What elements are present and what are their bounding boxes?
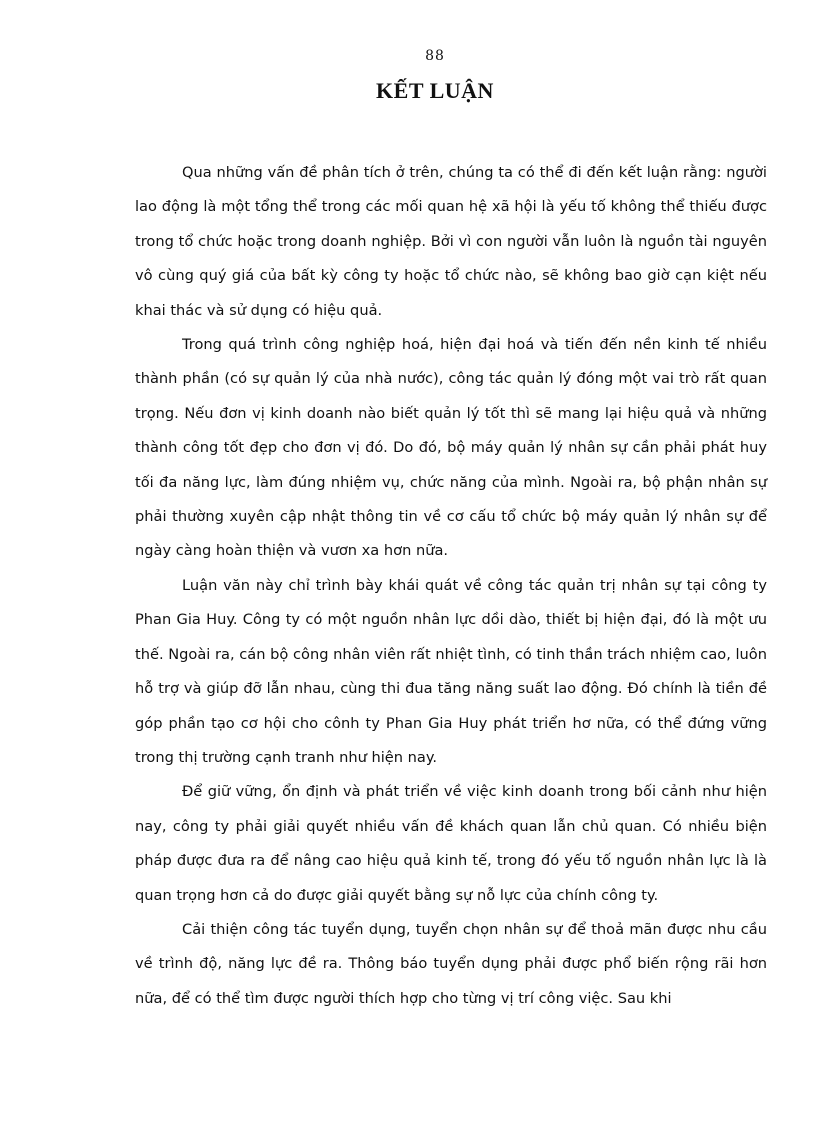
paragraph-5: Cải thiện công tác tuyển dụng, tuyển chọn nhân sự để thoả mãn được nhu cầu về trình độ, năng lực đề ra. Thông báo tuyển dụng phải được phổ biến rộng rãi hơn nữa, để có thể tìm được người thích hợp cho từng vị trí công việc. Sau khi <box>135 920 767 1007</box>
paragraph-3: Luận văn này chỉ trình bày khái quát về công tác quản trị nhân sự tại công ty Phan Gia Huy. Công ty có một nguồn nhân lực dồi dào, thiết bị hiện đại, đó là một ưu thế. Ngoài ra, cán bộ công nhân viên rất nhiệt tình, có tinh thần trách nhiệm cao, luôn hỗ trợ và giúp đỡ lẫn nhau, cùng thi đua tăng năng suất lao động. Đó chính là tiền đề góp phần tạo cơ hội cho cônh ty Phan Gia Huy phát triển hơ nữa, có thể đứng vững trong thị trường cạnh tranh như hiện nay. <box>135 576 767 766</box>
body-text <box>135 156 767 1016</box>
paragraph-1: Qua những vấn đề phân tích ở trên, chúng ta có thể đi đến kết luận rằng: người lao động là một tổng thể trong các mối quan hệ xã hội là yếu tố không thể thiếu được trong tổ chức hoặc trong doanh nghiệp. Bởi vì con người vẫn luôn là nguồn tài nguyên vô cùng quý giá của bất kỳ công ty hoặc tổ chức nào, sẽ không bao giờ cạn kiệt nếu khai thác và sử dụng có hiệu quả. <box>135 164 767 319</box>
page-title: KẾT LUẬN <box>376 78 494 103</box>
page-number: 88 <box>425 48 445 64</box>
paragraph-2: Trong quá trình công nghiệp hoá, hiện đại hoá và tiến đến nền kinh tế nhiều thành phần (có sự quản lý của nhà nước), công tác quản lý đóng một vai trò rất quan trọng. Nếu đơn vị kinh doanh nào biết quản lý tốt thì sẽ mang lại hiệu quả và những thành công tốt đẹp cho đơn vị đó. Do đó, bộ máy quản lý nhân sự cần phải phát huy tối đa năng lực, làm đúng nhiệm vụ, chức năng của mình. Ngoài ra, bộ phận nhân sự phải thường xuyên cập nhật thông tin về cơ cấu tổ chức bộ máy quản lý nhân sự để ngày càng hoàn thiện và vươn xa hơn nữa. <box>135 336 767 560</box>
paragraph-4: Để giữ vững, ổn định và phát triển về việc kinh doanh trong bối cảnh như hiện nay, công ty phải giải quyết nhiều vấn đề khách quan lẫn chủ quan. Có nhiều biện pháp được đưa ra để nâng cao hiệu quả kinh tế, trong đó yếu tố nguồn nhân lực là là quan trọng hơn cả do được giải quyết bằng sự nỗ lực của chính công ty. <box>135 783 767 904</box>
